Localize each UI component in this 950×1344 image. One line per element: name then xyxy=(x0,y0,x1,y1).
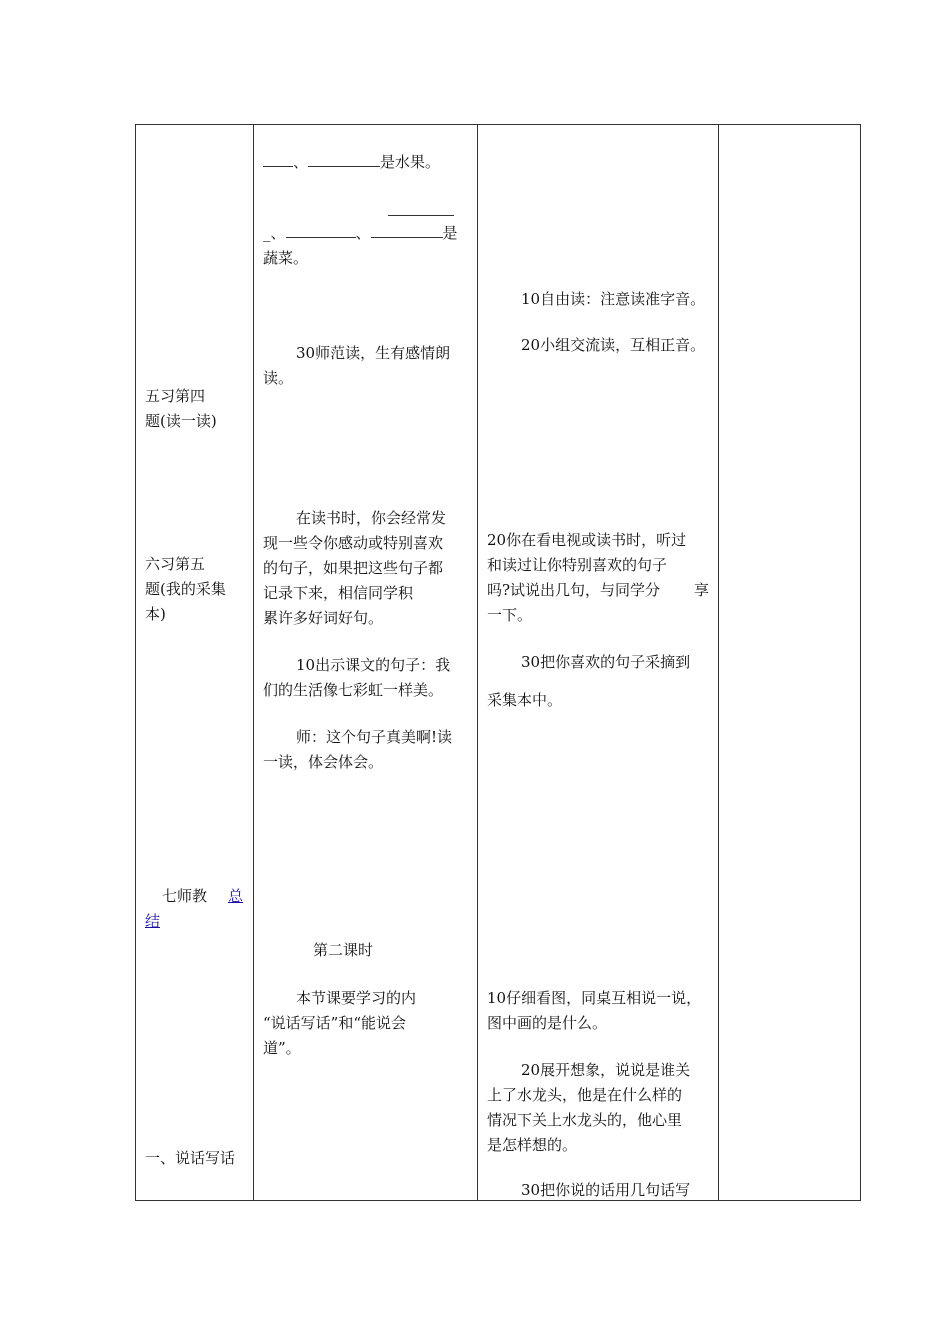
sentence-show-line1: 10出示课文的句子：我 xyxy=(296,656,451,674)
free-read: 10自由读：注意读准字音。 xyxy=(521,290,706,308)
lesson-2-title: 第二课时 xyxy=(313,941,374,959)
veg-lead: _ xyxy=(263,224,271,242)
write-line: 30把你说的话用几句话写 xyxy=(521,1181,691,1199)
lesson-2-content-line1: 本节课要学习的内 xyxy=(296,989,417,1007)
teacher-comment-line1: 师：这个句子真美啊!读 xyxy=(296,728,453,746)
imagine-line1: 20展开想象，说说是谁关 xyxy=(521,1061,691,1079)
summary-link-part1[interactable]: 总 xyxy=(228,887,244,905)
section-6-title-line1: 六习第五 xyxy=(145,555,206,573)
section-6-title-line3: 本) xyxy=(145,605,166,623)
reading-para-line2: 现一些令你感动或特别喜欢 xyxy=(263,534,444,552)
lesson-2-content-line3: 道”。 xyxy=(263,1039,301,1057)
tv-para-line2: 和读过让你特别喜欢的句子 xyxy=(487,556,668,574)
imagine-line2: 上了水龙头，他是在什么样的 xyxy=(487,1086,683,1104)
fruit-fill-line xyxy=(263,150,440,175)
column-divider xyxy=(718,125,719,1200)
column-divider xyxy=(477,125,478,1200)
veg-fill-line xyxy=(263,221,458,246)
imagine-line3: 情况下关上水龙头的，他心里 xyxy=(487,1111,683,1129)
tv-para-line3: 吗?试说出几句，与同学分 xyxy=(487,581,661,599)
tv-para-share: 享 xyxy=(694,581,710,599)
reading-para-line1: 在读书时，你会经常发 xyxy=(296,509,447,527)
fill-blank xyxy=(263,152,293,167)
teacher-read-line2: 读。 xyxy=(263,369,294,387)
look-pic-line2: 图中画的是什么。 xyxy=(487,1014,608,1032)
reading-para-line3: 的句子，如果把这些句子都 xyxy=(263,559,444,577)
reading-para-line4: 记录下来，相信同学积 xyxy=(263,584,414,602)
reading-para-line5: 累许多好词好句。 xyxy=(263,609,384,627)
veg-separator: 、 xyxy=(270,224,286,242)
veg-separator: 、 xyxy=(355,224,371,242)
summary-link-part2[interactable]: 结 xyxy=(145,912,161,930)
section-6-title-line2: 题(我的采集 xyxy=(145,580,226,598)
section-7-title: 七师教 xyxy=(162,887,208,905)
tv-para-line4: 一下。 xyxy=(487,606,533,624)
column-divider xyxy=(253,125,254,1200)
fruit-suffix: 是水果。 xyxy=(380,153,441,171)
lesson-2-content-line2: “说话写话”和“能说会 xyxy=(263,1014,407,1032)
sentence-show-line2: 们的生活像七彩虹一样美。 xyxy=(263,681,444,699)
teacher-comment-line2: 一读，体会体会。 xyxy=(263,753,384,771)
look-pic-line1: 10仔细看图，同桌互相说一说， xyxy=(487,989,702,1007)
group-read: 20小组交流读，互相正音。 xyxy=(521,336,706,354)
section-8-title: 一、说话写话 xyxy=(145,1149,236,1167)
imagine-line4: 是怎样想的。 xyxy=(487,1136,578,1154)
fill-blank xyxy=(388,201,454,216)
section-5-title-line2: 题(读一读) xyxy=(145,412,217,430)
fill-blank xyxy=(308,152,380,167)
section-5-title-line1: 五习第四 xyxy=(145,387,206,405)
veg-suffix: 是 xyxy=(442,224,458,242)
tv-para-line1: 20你在看电视或读书时，听过 xyxy=(487,531,687,549)
collect-line2: 采集本中。 xyxy=(487,691,563,709)
teacher-read-line1: 30师范读，生有感情朗 xyxy=(296,344,451,362)
collect-line1: 30把你喜欢的句子采摘到 xyxy=(521,653,691,671)
fill-blank xyxy=(286,223,356,238)
fill-blank xyxy=(371,223,443,238)
fruit-separator: 、 xyxy=(293,153,309,171)
veg-line2: 蔬菜。 xyxy=(263,249,309,267)
lesson-table xyxy=(135,124,861,1201)
